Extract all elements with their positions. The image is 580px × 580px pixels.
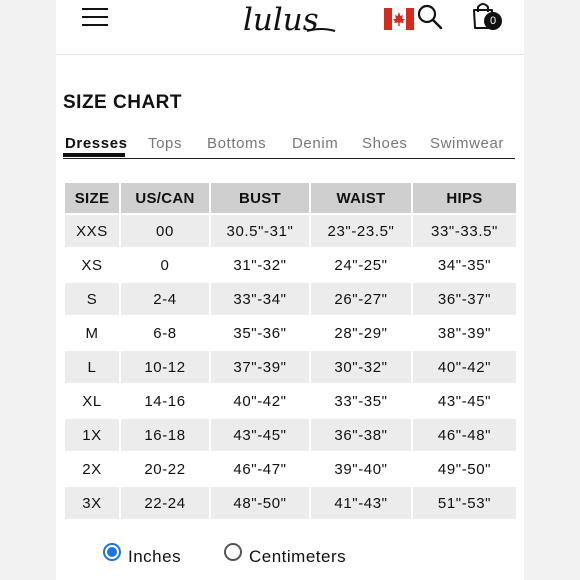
table-row <box>65 419 516 451</box>
tab-bottoms[interactable]: Bottoms <box>207 135 267 152</box>
cell-waist: 33"-35" <box>334 392 388 410</box>
table-row <box>65 317 516 349</box>
cell-waist: 24"-25" <box>334 256 388 274</box>
table-row <box>65 283 516 315</box>
cell-hips: 46"-48" <box>413 419 516 451</box>
cell-us-can: 16-18 <box>121 419 209 451</box>
header-bust: BUST <box>211 183 309 213</box>
tab-tops[interactable]: Tops <box>148 135 183 152</box>
cell-hips: 36"-37" <box>413 283 516 315</box>
cell-us-can: 22-24 <box>121 487 209 519</box>
cell-bust: 48"-50" <box>211 487 309 519</box>
table-row <box>65 215 516 247</box>
cell-us-can: 0 <box>160 256 170 274</box>
svg-text:lulus: lulus <box>243 2 319 38</box>
canada-flag-icon[interactable] <box>384 8 414 30</box>
cell-waist: 30"-32" <box>311 351 411 383</box>
header-waist: WAIST <box>311 183 411 213</box>
cell-size: M <box>85 324 99 342</box>
table-row <box>65 351 516 383</box>
cell-hips: 51"-53" <box>413 487 516 519</box>
cell-waist: 23"-23.5" <box>311 215 411 247</box>
tab-denim[interactable]: Denim <box>292 135 339 152</box>
site-header <box>56 0 524 55</box>
tab-dresses[interactable]: Dresses <box>65 135 128 152</box>
cell-bust: 46"-47" <box>233 460 287 478</box>
table-row <box>65 385 516 417</box>
inches-radio[interactable] <box>103 543 121 561</box>
cell-waist: 26"-27" <box>311 283 411 315</box>
active-tab-indicator <box>63 153 125 157</box>
cell-size: L <box>65 351 119 383</box>
tab-swimwear[interactable]: Swimwear <box>430 135 504 152</box>
menu-icon[interactable] <box>82 6 108 28</box>
search-icon[interactable] <box>417 4 443 30</box>
header-hips: HIPS <box>413 183 516 213</box>
cell-hips: 43"-45" <box>437 392 492 410</box>
cell-bust: 33"-34" <box>211 283 309 315</box>
centimeters-label: Centimeters <box>249 547 347 566</box>
cell-us-can: 2-4 <box>121 283 209 315</box>
table-row <box>65 249 516 281</box>
header-size: SIZE <box>65 183 119 213</box>
cell-size: 2X <box>82 460 102 478</box>
cell-size: 1X <box>65 419 119 451</box>
tab-shoes[interactable]: Shoes <box>362 135 408 152</box>
cell-hips: 38"-39" <box>437 324 492 342</box>
category-tabs <box>63 132 515 159</box>
cell-waist: 36"-38" <box>311 419 411 451</box>
cell-hips: 33"-33.5" <box>413 215 516 247</box>
cart-count-badge[interactable]: 0 <box>484 12 502 30</box>
cell-waist: 28"-29" <box>334 324 388 342</box>
cell-hips: 49"-50" <box>437 460 492 478</box>
table-row <box>65 487 516 519</box>
table-header-row <box>65 183 516 213</box>
cell-us-can: 10-12 <box>121 351 209 383</box>
centimeters-radio[interactable] <box>224 543 242 561</box>
cell-us-can: 00 <box>121 215 209 247</box>
header-us-can: US/CAN <box>121 183 209 213</box>
table-row <box>65 453 516 485</box>
size-table <box>63 181 518 521</box>
cell-bust: 30.5"-31" <box>211 215 309 247</box>
size-chart-page <box>56 0 524 580</box>
cell-size: S <box>65 283 119 315</box>
cell-size: XS <box>81 256 103 274</box>
cell-size: XL <box>82 392 102 410</box>
cell-bust: 37"-39" <box>211 351 309 383</box>
cell-us-can: 6-8 <box>153 324 177 342</box>
cell-waist: 39"-40" <box>334 460 388 478</box>
inches-label: Inches <box>128 547 182 566</box>
cell-us-can: 20-22 <box>144 460 186 478</box>
lulus-logo[interactable] <box>239 0 339 40</box>
cell-bust: 43"-45" <box>211 419 309 451</box>
cell-hips: 34"-35" <box>437 256 492 274</box>
page-title: SIZE CHART <box>63 92 182 113</box>
cell-size: XXS <box>65 215 119 247</box>
cell-bust: 31"-32" <box>233 256 287 274</box>
cell-waist: 41"-43" <box>311 487 411 519</box>
cell-size: 3X <box>65 487 119 519</box>
cell-us-can: 14-16 <box>144 392 186 410</box>
cell-bust: 35"-36" <box>233 324 287 342</box>
cell-hips: 40"-42" <box>413 351 516 383</box>
cell-bust: 40"-42" <box>233 392 287 410</box>
